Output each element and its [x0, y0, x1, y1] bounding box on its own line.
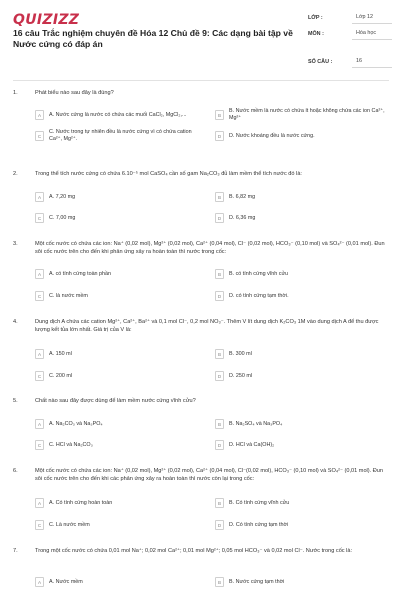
meta-subject-value: Hóa học	[352, 28, 392, 40]
question-number: 4.	[13, 319, 18, 325]
meta-class-value: Lớp 12	[352, 12, 392, 24]
option-text: A. Nước mềm	[49, 578, 83, 585]
option-text: D. Nước khoáng đều là nước cứng.	[229, 132, 315, 139]
option-b[interactable]	[215, 267, 391, 281]
question-text: Một cốc nước có chứa các ion: Na⁺ (0,02 mol), Mg²⁺ (0,02 mol), Ca²⁺ (0,04 mol), Cl⁻ (0,02 mol), HCO₃⁻ (0,10 mol) và SO₄²⁻ (0,01 mol). Đun sôi cốc nước trên cho đến khi phản ứng xảy ra hoàn toàn thì nước trong cốc:	[35, 241, 385, 255]
option-text: A. Nước cứng là nước có chứa các muối CaCl₂, MgCl₂,...	[49, 111, 187, 118]
option-c[interactable]	[35, 128, 195, 144]
option-letter-box: C	[35, 371, 44, 381]
option-a[interactable]	[35, 417, 195, 431]
option-letter-box: A	[35, 419, 44, 429]
option-letter-box: A	[35, 349, 44, 359]
meta-count-value: 16	[352, 56, 392, 68]
meta-subject-label: MÔN :	[308, 31, 324, 37]
option-d[interactable]	[215, 128, 391, 144]
question-number: 1.	[13, 90, 18, 96]
option-letter-box: C	[35, 440, 44, 450]
meta-count-label: SỐ CÂU :	[308, 59, 333, 65]
option-letter-box: B	[215, 269, 224, 279]
question-text: Trong thể tích nước cứng có chứa 6.10⁻⁵ mol CaSO₄ cần số gam Na₂CO₃ đủ làm mềm thể tích nước đó là:	[35, 171, 302, 177]
option-letter-box: D	[215, 520, 224, 530]
option-text: B. có tính cứng vĩnh cửu	[229, 270, 289, 277]
option-text: A. có tính cứng toàn phần	[49, 270, 112, 277]
option-letter-box: B	[215, 419, 224, 429]
option-letter-box: B	[215, 110, 224, 120]
option-letter-box: A	[35, 192, 44, 202]
option-letter-box: C	[35, 291, 44, 301]
option-b[interactable]	[215, 107, 391, 123]
option-letter-box: D	[215, 371, 224, 381]
meta-panel	[308, 12, 392, 70]
option-letter-box: D	[215, 291, 224, 301]
option-letter-box: C	[35, 131, 44, 141]
option-a[interactable]	[35, 347, 195, 361]
option-b[interactable]	[215, 575, 391, 589]
option-text: D. có tính cứng tạm thời.	[229, 292, 289, 299]
question-text: Phát biểu nào sau đây là đúng?	[35, 90, 114, 96]
header	[0, 0, 400, 76]
option-a[interactable]	[35, 575, 195, 589]
option-text: B. Nước mềm là nước có chứa ít hoặc không chứa các ion Ca²⁺, Mg²⁺	[229, 108, 385, 121]
option-text: D. HCl và Ca(OH)₂	[229, 441, 275, 448]
question-number: 2.	[13, 171, 18, 177]
option-c[interactable]	[35, 289, 195, 303]
question-text: Dung dịch A chứa các cation Mg²⁺, Ca²⁺, Ba²⁺ và 0,1 mol Cl⁻, 0,2 mol NO₃⁻. Thêm V lít dung dịch K₂CO₃ 1M vào dung dịch A để thu được lượng kết tủa lớn nhất. Giá trị của V là:	[35, 319, 379, 333]
option-text: C. 200 ml	[49, 372, 73, 379]
option-text: B. Na₂SO₄ và Na₃PO₄	[229, 420, 283, 427]
option-letter-box: B	[215, 349, 224, 359]
option-c[interactable]	[35, 211, 195, 225]
option-d[interactable]	[215, 289, 391, 303]
option-letter-box: A	[35, 269, 44, 279]
page-title: 16 câu Trắc nghiệm chuyên đề Hóa 12 Chủ đề 9: Các dạng bài tập về Nước cứng có đáp án	[13, 28, 293, 49]
option-letter-box: A	[35, 110, 44, 120]
question-number: 7.	[13, 548, 18, 554]
option-a[interactable]	[35, 496, 195, 510]
option-c[interactable]	[35, 518, 195, 532]
option-d[interactable]	[215, 438, 391, 452]
option-text: D. Có tính cứng tạm thời	[229, 521, 289, 528]
option-letter-box: A	[35, 498, 44, 508]
option-b[interactable]	[215, 190, 391, 204]
question-number: 5.	[13, 398, 18, 404]
option-letter-box: B	[215, 498, 224, 508]
option-text: A. Có tính cứng hoàn toàn	[49, 499, 113, 506]
header-divider	[13, 80, 389, 81]
meta-class-row	[308, 12, 392, 26]
option-b[interactable]	[215, 496, 391, 510]
option-letter-box: B	[215, 577, 224, 587]
option-text: B. 6,82 mg	[229, 193, 256, 200]
option-letter-box: C	[35, 520, 44, 530]
option-d[interactable]	[215, 369, 391, 383]
option-text: D. 6,36 mg	[229, 214, 256, 221]
option-text: B. Có tính cứng vĩnh cửu	[229, 499, 290, 506]
option-letter-box: D	[215, 440, 224, 450]
option-a[interactable]	[35, 190, 195, 204]
meta-count-row	[308, 56, 392, 70]
option-b[interactable]	[215, 347, 391, 361]
question-text: Một cốc nước có chứa các ion: Na⁺ (0,02 mol), Mg²⁺ (0,02 mol), Ca²⁺ (0,04 mol), Cl⁻(0,02 mol), HCO₃⁻ (0,10 mol) và SO₄²⁻ (0,01 mol). Đun sôi cốc nước trên cho đến khi các phản ứng xảy ra hoàn toàn thì nước còn lại trong cốc:	[35, 468, 384, 482]
option-d[interactable]	[215, 211, 391, 225]
option-letter-box: A	[35, 577, 44, 587]
option-a[interactable]	[35, 267, 195, 281]
option-text: B. Nước cứng tạm thời	[229, 578, 285, 585]
option-text: C. Là nước mềm	[49, 521, 90, 528]
option-letter-box: B	[215, 192, 224, 202]
option-text: A. 150 ml	[49, 350, 72, 357]
question-number: 3.	[13, 241, 18, 247]
option-letter-box: D	[215, 213, 224, 223]
option-text: C. Nước trong tự nhiên đều là nước cứng vì có chứa cation Ca²⁺, Mg²⁺.	[49, 129, 192, 142]
option-text: A. Na₂CO₃ và Na₃PO₄	[49, 420, 103, 427]
option-c[interactable]	[35, 369, 195, 383]
meta-class-label: LỚP :	[308, 15, 323, 21]
option-text: A. 7,20 mg	[49, 193, 76, 200]
option-d[interactable]	[215, 518, 391, 532]
option-c[interactable]	[35, 438, 195, 452]
question-text: Chất nào sau đây được dùng để làm mềm nước cứng vĩnh cửu?	[35, 398, 196, 404]
option-b[interactable]	[215, 417, 391, 431]
option-letter-box: D	[215, 131, 224, 141]
option-text: D. 250 ml	[229, 372, 253, 379]
quizizz-logo: QUIZIZZ	[13, 12, 80, 28]
meta-subject-row	[308, 28, 392, 54]
option-a[interactable]	[35, 107, 195, 123]
option-text: C. HCl và Na₂CO₃	[49, 441, 93, 448]
option-text: C. 7,00 mg	[49, 214, 76, 221]
option-text: B. 300 ml	[229, 350, 252, 357]
option-text: C. là nước mềm	[49, 292, 88, 299]
question-number: 6.	[13, 468, 18, 474]
question-text: Trong một cốc nước có chứa 0,01 mol Na⁺; 0,02 mol Ca²⁺; 0,01 mol Mg²⁺; 0,05 mol HCO₃⁻ và 0,02 mol Cl⁻. Nước trong cốc là:	[35, 548, 353, 554]
option-letter-box: C	[35, 213, 44, 223]
